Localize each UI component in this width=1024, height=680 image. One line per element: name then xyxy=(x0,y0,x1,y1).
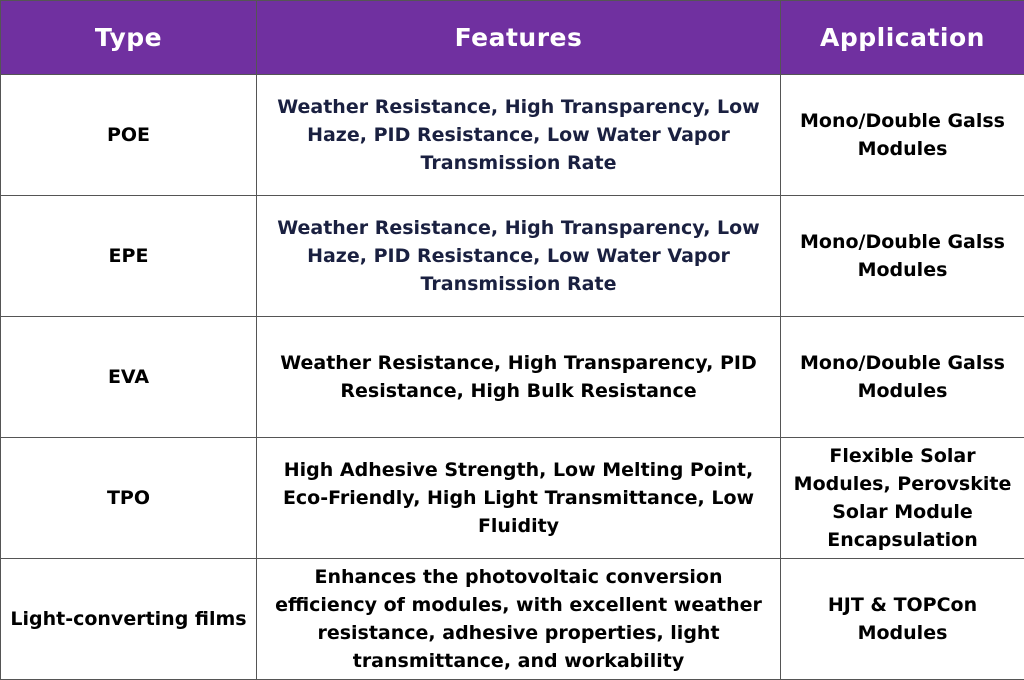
features-cell: Weather Resistance, High Transparency, Low Haze, PID Resistance, Low Water Vapor Transmission Rate xyxy=(257,75,781,196)
table-row xyxy=(1,559,1024,680)
type-cell: Light-converting films xyxy=(1,559,257,680)
table-row xyxy=(1,317,1024,438)
features-cell: Weather Resistance, High Transparency, Low Haze, PID Resistance, Low Water Vapor Transmission Rate xyxy=(257,196,781,317)
application-cell: Flexible Solar Modules, Perovskite Solar Module Encapsulation xyxy=(781,438,1024,559)
application-cell: HJT & TOPCon Modules xyxy=(781,559,1024,680)
features-cell: Weather Resistance, High Transparency, PID Resistance, High Bulk Resistance xyxy=(257,317,781,438)
application-cell: Mono/Double Galss Modules xyxy=(781,75,1024,196)
table-header xyxy=(1,1,1024,75)
table-body xyxy=(1,75,1024,680)
header-row xyxy=(1,1,1024,75)
table-row xyxy=(1,438,1024,559)
application-cell: Mono/Double Galss Modules xyxy=(781,196,1024,317)
features-cell: High Adhesive Strength, Low Melting Point, Eco-Friendly, High Light Transmittance, Low Fluidity xyxy=(257,438,781,559)
header-features: Features xyxy=(257,1,781,75)
application-cell: Mono/Double Galss Modules xyxy=(781,317,1024,438)
type-cell: TPO xyxy=(1,438,257,559)
features-cell: Enhances the photovoltaic conversion efficiency of modules, with excellent weather resistance, adhesive properties, light transmittance, and workability xyxy=(257,559,781,680)
table-row xyxy=(1,196,1024,317)
type-cell: EVA xyxy=(1,317,257,438)
type-cell: EPE xyxy=(1,196,257,317)
type-cell: POE xyxy=(1,75,257,196)
table-row xyxy=(1,75,1024,196)
header-application: Application xyxy=(781,1,1024,75)
header-type: Type xyxy=(1,1,257,75)
